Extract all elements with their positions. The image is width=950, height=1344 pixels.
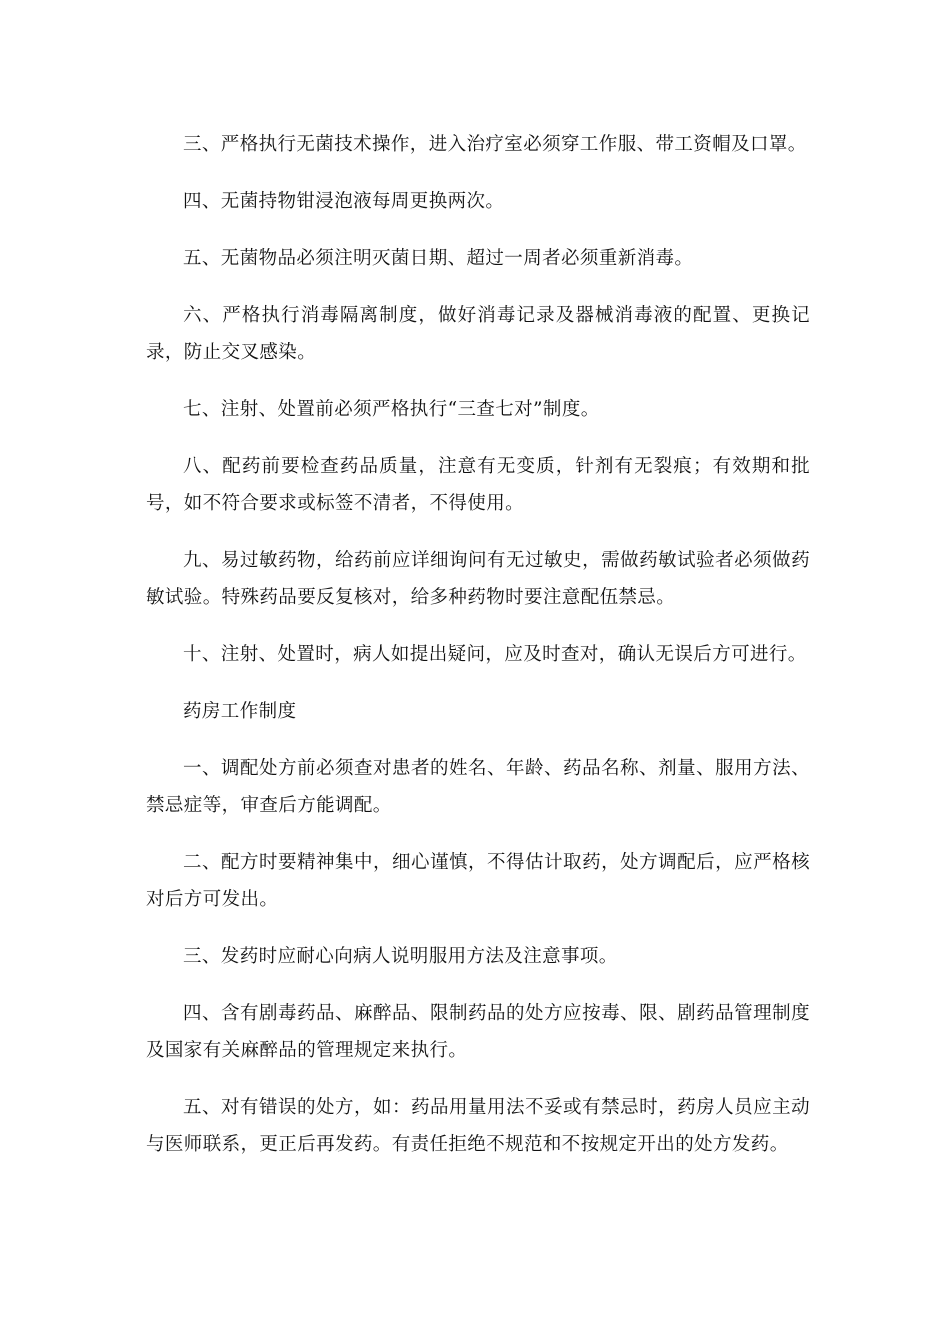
paragraph-pharmacy-rule-3: 三、发药时应耐心向病人说明服用方法及注意事项。 xyxy=(183,946,618,967)
paragraph-rule-5: 五、无菌物品必须注明灭菌日期、超过一周者必须重新消毒。 xyxy=(183,248,694,269)
paragraph-pharmacy-rule-5: 五、对有错误的处方，如：药品用量用法不妥或有禁忌时，药房人员应主动与医师联系，更正后再发药。有责任拒绝不规范和不按规定开出的处方发药。 xyxy=(146,1097,810,1155)
paragraph-rule-9: 九、易过敏药物，给药前应详细询问有无过敏史，需做药敏试验者必须做药敏试验。特殊药品要反复核对，给多种药物时要注意配伍禁忌。 xyxy=(146,550,810,608)
paragraph-pharmacy-rule-2: 二、配方时要精神集中，细心谨慎，不得估计取药，处方调配后，应严格核对后方可发出。 xyxy=(146,852,810,910)
section-heading: 药房工作制度 xyxy=(183,701,297,722)
paragraph-rule-6: 六、严格执行消毒隔离制度，做好消毒记录及器械消毒液的配置、更换记录，防止交叉感染。 xyxy=(146,305,810,363)
paragraph-rule-3: 三、严格执行无菌技术操作，进入治疗室必须穿工作服、带工资帽及口罩。 xyxy=(183,134,807,155)
document-body xyxy=(146,126,810,1183)
paragraph-pharmacy-rule-4: 四、含有剧毒药品、麻醉品、限制药品的处方应按毒、限、剧药品管理制度及国家有关麻醉品的管理规定来执行。 xyxy=(146,1003,810,1061)
paragraph-rule-4: 四、无菌持物钳浸泡液每周更换两次。 xyxy=(183,191,505,212)
paragraph-rule-7: 七、注射、处置前必须严格执行“三查七对”制度。 xyxy=(183,399,600,420)
paragraph-rule-8: 八、配药前要检查药品质量，注意有无变质，针剂有无裂痕；有效期和批号，如不符合要求或标签不清者，不得使用。 xyxy=(146,456,810,514)
paragraph-pharmacy-rule-1: 一、调配处方前必须查对患者的姓名、年龄、药品名称、剂量、服用方法、禁忌症等，审查后方能调配。 xyxy=(146,758,810,816)
paragraph-rule-10: 十、注射、处置时，病人如提出疑问，应及时查对，确认无误后方可进行。 xyxy=(183,644,807,665)
